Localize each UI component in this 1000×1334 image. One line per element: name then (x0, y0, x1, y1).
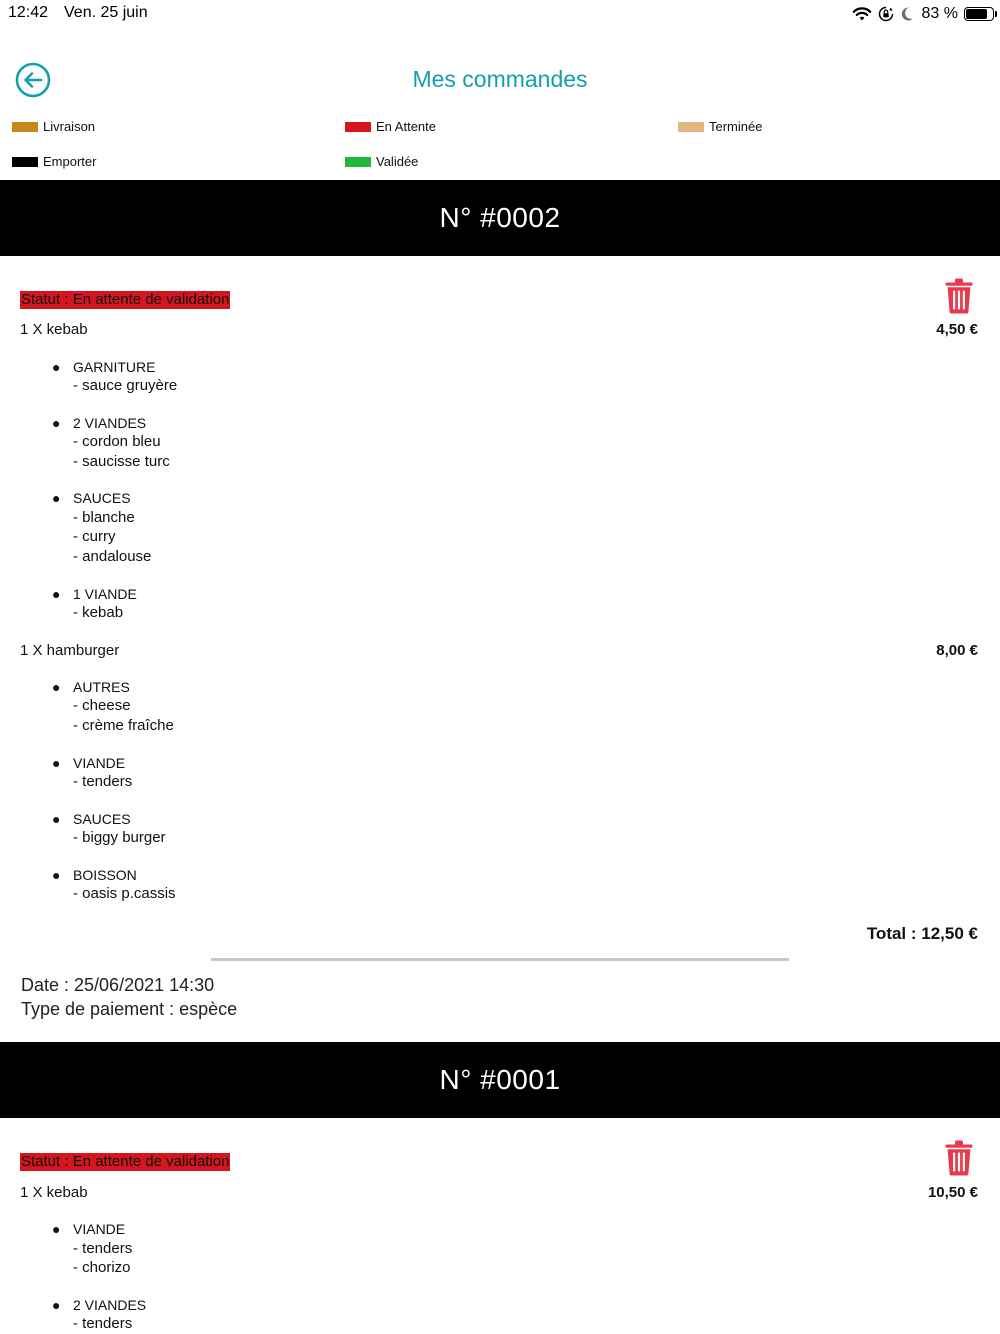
status-bar (0, 0, 1000, 30)
payment-type: Type de paiement : espèce (21, 999, 238, 1019)
option-choice: - cordon bleu (73, 433, 161, 450)
bullet-icon: ● (52, 415, 61, 431)
legend-label: Emporter (43, 154, 97, 169)
option-group-label: VIANDE (73, 755, 126, 771)
trash-icon[interactable] (945, 278, 973, 314)
option-choice: - saucisse turc (73, 453, 170, 470)
legend-livraison (12, 119, 95, 134)
bullet-icon: ● (52, 755, 61, 771)
bullet-icon: ● (52, 1297, 61, 1313)
legend-swatch (12, 122, 38, 132)
option-group-label: SAUCES (73, 811, 131, 827)
option-choice: - tenders (73, 1240, 133, 1257)
option-group-label: 2 VIANDES (73, 1297, 147, 1313)
bullet-icon: ● (52, 490, 61, 506)
status-badge: Statut : En attente de validation (21, 291, 230, 308)
option-choice: - crème fraîche (73, 717, 174, 734)
battery-percent: 83 % (921, 5, 958, 22)
status-date: Ven. 25 juin (64, 4, 148, 21)
legend-swatch (345, 122, 371, 132)
option-choice: - cheese (73, 697, 131, 714)
bullet-icon: ● (52, 1221, 61, 1237)
order-item-line: 1 X kebab (20, 321, 88, 338)
option-choice: - chorizo (73, 1259, 131, 1276)
legend-swatch (12, 157, 38, 167)
bullet-icon: ● (52, 359, 61, 375)
option-choice: - blanche (73, 509, 135, 526)
legend-label: En Attente (376, 119, 436, 134)
option-group-label: SAUCES (73, 490, 131, 506)
wifi-icon (852, 6, 872, 22)
battery-icon (964, 7, 994, 21)
status-time: 12:42 (8, 4, 49, 21)
order-header (0, 1042, 1000, 1118)
option-choice: - curry (73, 528, 116, 545)
moon-icon (900, 6, 914, 22)
item-price: 10,50 € (927, 1184, 978, 1201)
option-group-label: BOISSON (73, 867, 137, 883)
option-choice: - kebab (73, 604, 124, 621)
battery-level (966, 9, 987, 19)
order-date: Date : 25/06/2021 14:30 (21, 975, 215, 995)
option-choice: - biggy burger (73, 829, 166, 846)
legend-terminee (678, 119, 762, 134)
option-choice: - sauce gruyère (73, 377, 178, 394)
option-choice: - andalouse (73, 548, 152, 565)
option-choice: - tenders (73, 1315, 133, 1332)
order-number: N° #0002 (439, 202, 561, 233)
legend-swatch (345, 157, 371, 167)
option-group-label: AUTRES (73, 679, 130, 695)
bullet-icon: ● (52, 867, 61, 883)
orientation-lock-icon (878, 6, 894, 22)
item-price: 4,50 € (936, 321, 978, 338)
option-group-label: 1 VIANDE (73, 586, 137, 602)
legend-label: Terminée (709, 119, 763, 134)
option-choice: - oasis p.cassis (73, 885, 176, 902)
legend-validee (345, 154, 418, 169)
option-group-label: GARNITURE (73, 359, 156, 375)
order-total: Total : 12,50 € (866, 924, 978, 943)
bullet-icon: ● (52, 811, 61, 827)
legend-swatch (678, 122, 704, 132)
order-header (0, 180, 1000, 256)
bullet-icon: ● (52, 586, 61, 602)
bullet-icon: ● (52, 679, 61, 695)
option-group-label: VIANDE (73, 1221, 126, 1237)
trash-icon[interactable] (945, 1140, 973, 1176)
option-group-label: 2 VIANDES (73, 415, 147, 431)
legend-label: Livraison (43, 119, 96, 134)
divider (211, 958, 789, 961)
status-icons (852, 2, 994, 26)
legend-label: Validée (376, 154, 419, 169)
legend-en-attente (345, 119, 436, 134)
legend-emporter (12, 154, 96, 169)
option-choice: - tenders (73, 773, 133, 790)
status-badge: Statut : En attente de validation (21, 1153, 230, 1170)
order-item-line: 1 X hamburger (20, 642, 120, 659)
item-price: 8,00 € (936, 642, 978, 659)
order-item-line: 1 X kebab (20, 1184, 88, 1201)
order-number: N° #0001 (439, 1064, 561, 1095)
page-title: Mes commandes (412, 66, 588, 92)
